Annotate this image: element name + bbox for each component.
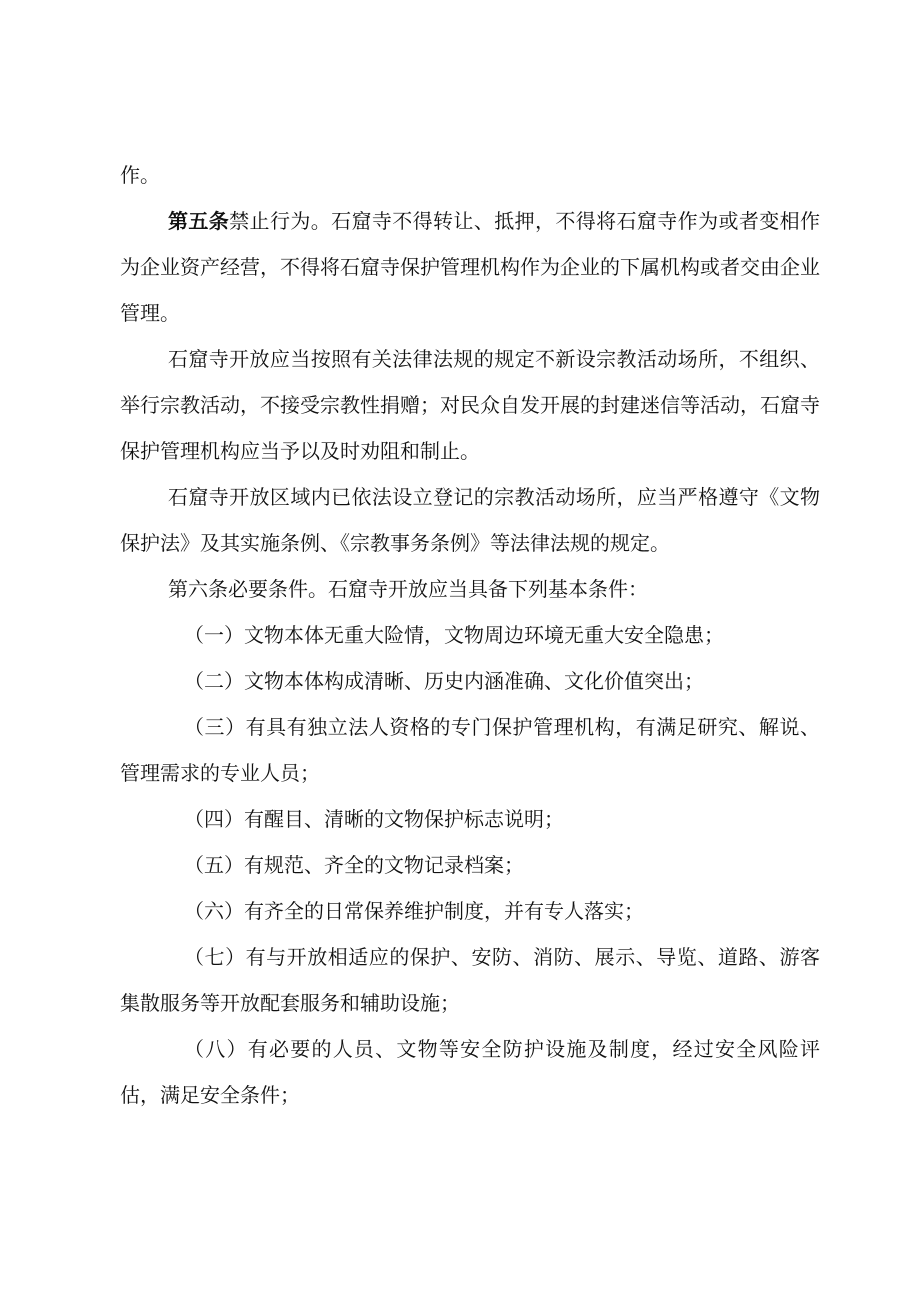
religious-site-paragraph: 石窟寺开放区域内已依法设立登记的宗教活动场所，应当严格遵守《文物保护法》及其实施条例、《宗教事务条例》等法律法规的规定。	[120, 485, 820, 555]
article-5-text: 禁止行为。石窟寺不得转让、抵押，不得将石窟寺作为或者变相作为企业资产经营，不得将石窟寺保护管理机构作为企业的下属机构或者交由企业管理。	[120, 209, 821, 325]
article-5-heading: 第五条	[168, 209, 230, 233]
continuation-text: 作。	[120, 163, 160, 187]
condition-item: （六）有齐全的日常保养维护制度，并有专人落实；	[184, 899, 644, 923]
article-5-paragraph	[120, 198, 820, 336]
condition-item: （四）有醒目、清晰的文物保护标志说明；	[184, 807, 564, 831]
condition-item: （一）文物本体无重大险情，文物周边环境无重大安全隐患；	[184, 623, 724, 647]
condition-item: （三）有具有独立法人资格的专门保护管理机构，有满足研究、解说、管理需求的专业人员；	[120, 715, 820, 785]
condition-item: （二）文物本体构成清晰、历史内涵准确、文化价值突出；	[184, 669, 704, 693]
religious-activity-paragraph: 石窟寺开放应当按照有关法律法规的规定不新设宗教活动场所，不组织、举行宗教活动，不接受宗教性捐赠；对民众自发开展的封建迷信等活动，石窟寺保护管理机构应当予以及时劝阻和制止。	[120, 347, 820, 463]
condition-item: （五）有规范、齐全的文物记录档案；	[184, 853, 524, 877]
document-page	[120, 152, 820, 1118]
condition-item: （八）有必要的人员、文物等安全防护设施及制度，经过安全风险评估，满足安全条件；	[120, 1037, 820, 1107]
article-6-paragraph: 第六条必要条件。石窟寺开放应当具备下列基本条件：	[168, 577, 648, 601]
condition-item: （七）有与开放相适应的保护、安防、消防、展示、导览、道路、游客集散服务等开放配套服务和辅助设施；	[120, 945, 820, 1015]
